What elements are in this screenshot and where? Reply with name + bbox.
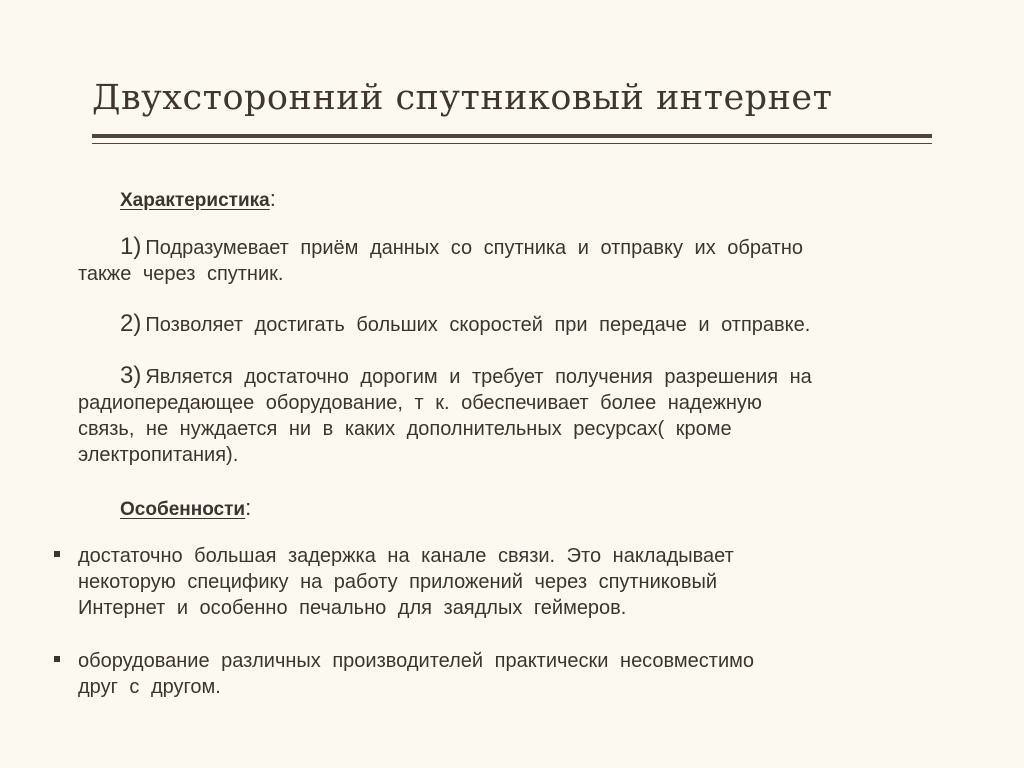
characteristics-heading-label: Характеристика <box>120 190 270 211</box>
feature-bullet-1-line-2: некоторую специфику на работу приложений через спутниковый <box>78 571 718 593</box>
title-rule-thin <box>92 143 932 144</box>
characteristic-item-2-line <box>78 311 978 338</box>
bullet-marker-icon <box>54 656 60 662</box>
feature-bullet-2-line-2: друг с другом. <box>78 676 221 698</box>
feature-bullet-1 <box>78 543 958 621</box>
characteristic-item-1-first-line <box>78 234 966 261</box>
characteristic-item-2 <box>78 311 978 338</box>
characteristic-item-3 <box>78 363 978 468</box>
feature-bullet-2-line-1: оборудование различных производителей практически несовместимо <box>78 650 755 672</box>
feature-bullet-1-line-1: достаточно большая задержка на канале связи. Это накладывает <box>78 545 734 567</box>
title-rule-thick <box>92 134 932 138</box>
characteristic-item-3-line-2: радиопередающее оборудование, т к. обеспечивает более надежную <box>78 392 762 414</box>
item-number: 3) <box>120 362 142 389</box>
features-heading <box>120 495 251 521</box>
characteristics-heading-colon: : <box>269 186 276 211</box>
item-text: Позволяет достигать больших скоростей при передаче и отправке. <box>145 314 811 336</box>
characteristic-item-1 <box>78 234 966 287</box>
item-number: 1) <box>120 233 142 260</box>
characteristic-item-3-line-4: электропитания). <box>78 444 239 466</box>
characteristic-item-1-continuation: также через спутник. <box>78 263 284 285</box>
item-text: Является достаточно дорогим и требует получения разрешения на <box>145 366 812 388</box>
item-number: 2) <box>120 310 142 337</box>
item-text: Подразумевает приём данных со спутника и отправку их обратно <box>145 237 803 259</box>
bullet-marker-icon <box>54 551 60 557</box>
feature-bullet-1-line-3: Интернет и особенно печально для заядлых геймеров. <box>78 597 627 619</box>
feature-bullet-2 <box>78 648 978 700</box>
features-heading-label: Особенности <box>120 499 246 520</box>
characteristic-item-3-line-3: связь, не нуждается ни в каких дополнительных ресурсах( кроме <box>78 418 732 440</box>
slide-title: Двухсторонний спутниковый интернет <box>92 78 833 118</box>
features-heading-colon: : <box>245 495 252 520</box>
characteristic-item-3-first-line <box>78 363 978 390</box>
characteristics-heading <box>120 186 276 212</box>
